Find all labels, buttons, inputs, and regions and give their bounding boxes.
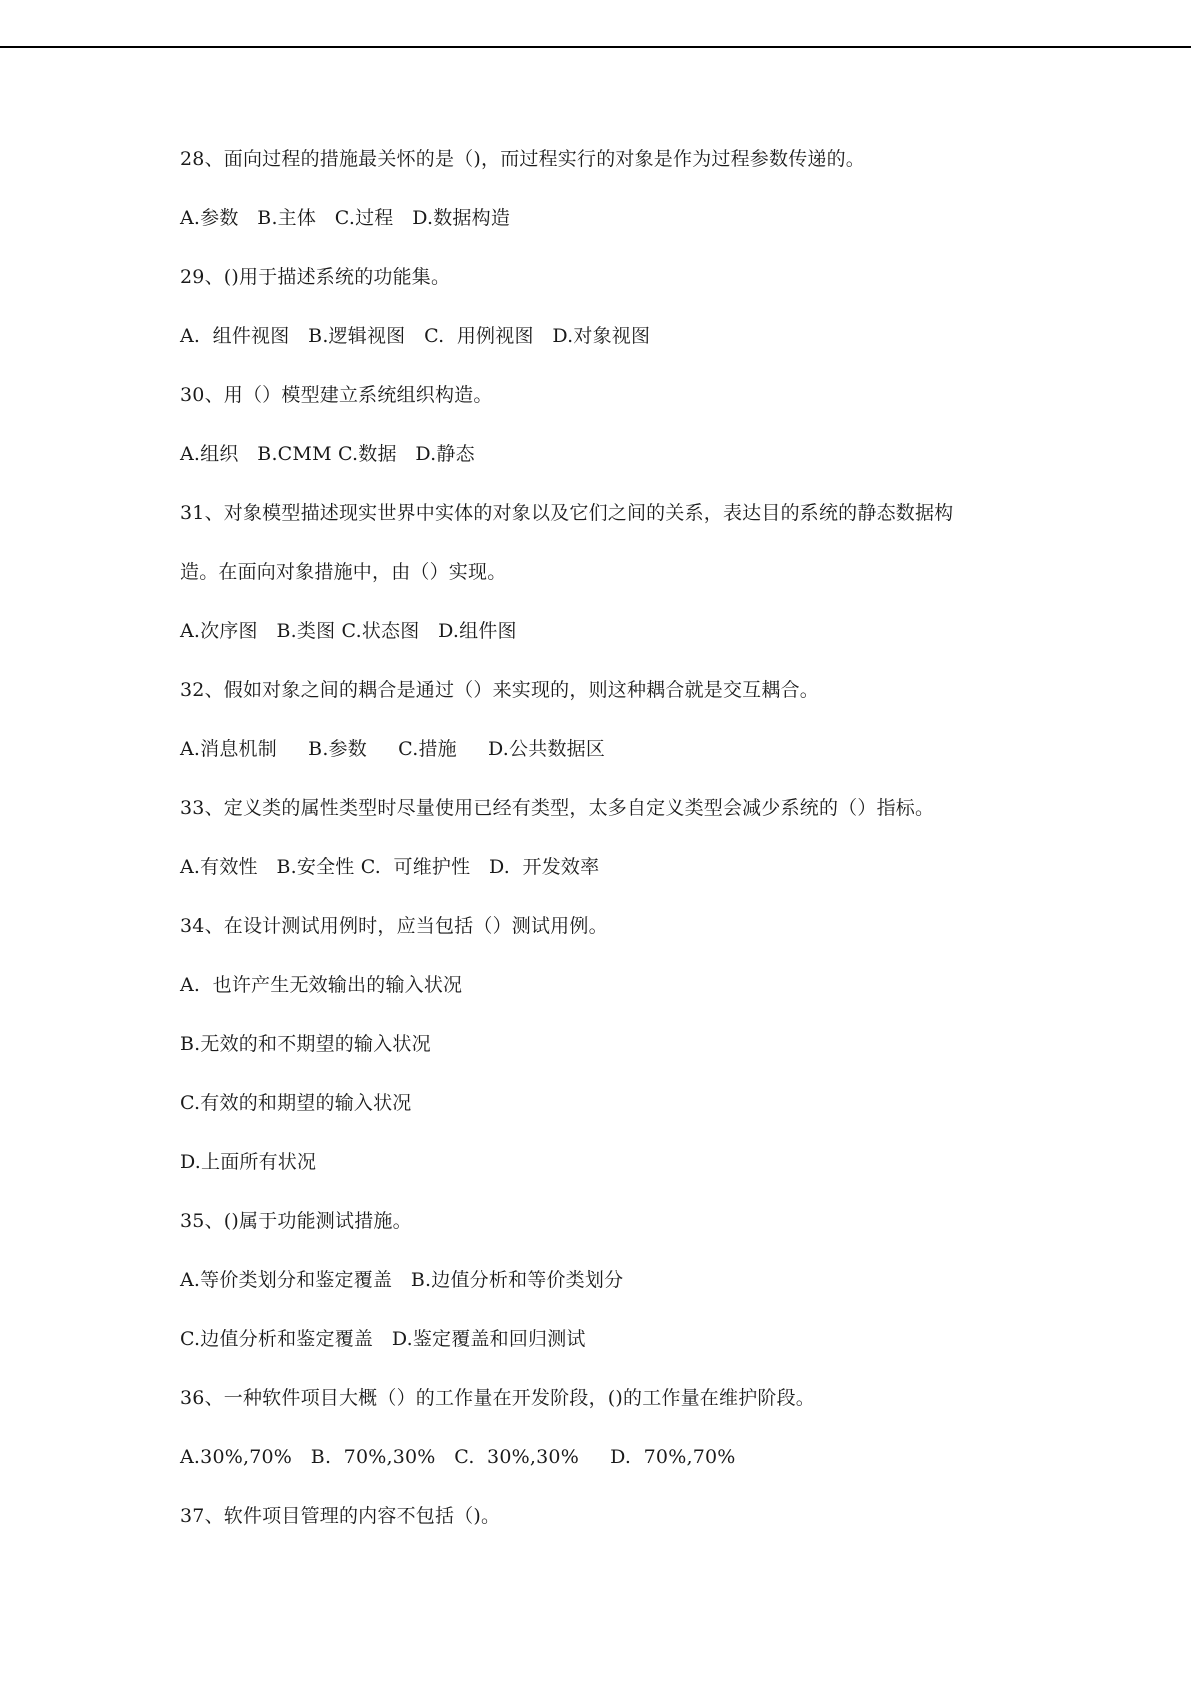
question-35-options-ab: A.等价类划分和鉴定覆盖 B.边值分析和等价类划分 (180, 1269, 624, 1291)
question-35-options-cd: C.边值分析和鉴定覆盖 D.鉴定覆盖和回归测试 (180, 1328, 586, 1350)
question-31: 31、对象模型描述现实世界中实体的对象以及它们之间的关系，表达目的系统的静态数据构 (180, 502, 954, 524)
question-33: 33、定义类的属性类型时尽量使用已经有类型，太多自定义类型会减少系统的（）指标。 (180, 797, 935, 819)
question-32-options: A.消息机制 B.参数 C.措施 D.公共数据区 (180, 738, 606, 760)
question-36: 36、一种软件项目大概（）的工作量在开发阶段，()的工作量在维护阶段。 (180, 1387, 816, 1409)
question-28-options: A.参数 B.主体 C.过程 D.数据构造 (180, 207, 511, 229)
header-rule (0, 46, 1191, 48)
question-34-option-b: B.无效的和不期望的输入状况 (180, 1033, 431, 1055)
question-35: 35、()属于功能测试措施。 (180, 1210, 412, 1232)
question-34-option-c: C.有效的和期望的输入状况 (180, 1092, 412, 1114)
question-30-options: A.组织 B.CMM C.数据 D.静态 (180, 443, 475, 465)
question-34: 34、在设计测试用例时，应当包括（）测试用例。 (180, 915, 608, 937)
question-34-option-a: A. 也许产生无效输出的输入状况 (180, 974, 463, 996)
question-31-continued: 造。在面向对象措施中，由（）实现。 (180, 561, 507, 583)
question-32: 32、假如对象之间的耦合是通过（）来实现的，则这种耦合就是交互耦合。 (180, 679, 819, 701)
question-33-options: A.有效性 B.安全性 C. 可维护性 D. 开发效率 (180, 856, 600, 878)
question-31-options: A.次序图 B.类图 C.状态图 D.组件图 (180, 620, 517, 642)
document-body (180, 140, 1060, 1556)
question-30: 30、用（）模型建立系统组织构造。 (180, 384, 493, 406)
question-37: 37、软件项目管理的内容不包括（)。 (180, 1505, 501, 1527)
question-36-options: A.30%,70% B. 70%,30% C. 30%,30% D. 70%,70% (180, 1446, 736, 1468)
question-28: 28、面向过程的措施最关怀的是（)，而过程实行的对象是作为过程参数传递的。 (180, 148, 865, 170)
question-29: 29、()用于描述系统的功能集。 (180, 266, 451, 288)
question-34-option-d: D.上面所有状况 (180, 1151, 317, 1173)
question-29-options: A. 组件视图 B.逻辑视图 C. 用例视图 D.对象视图 (180, 325, 651, 347)
